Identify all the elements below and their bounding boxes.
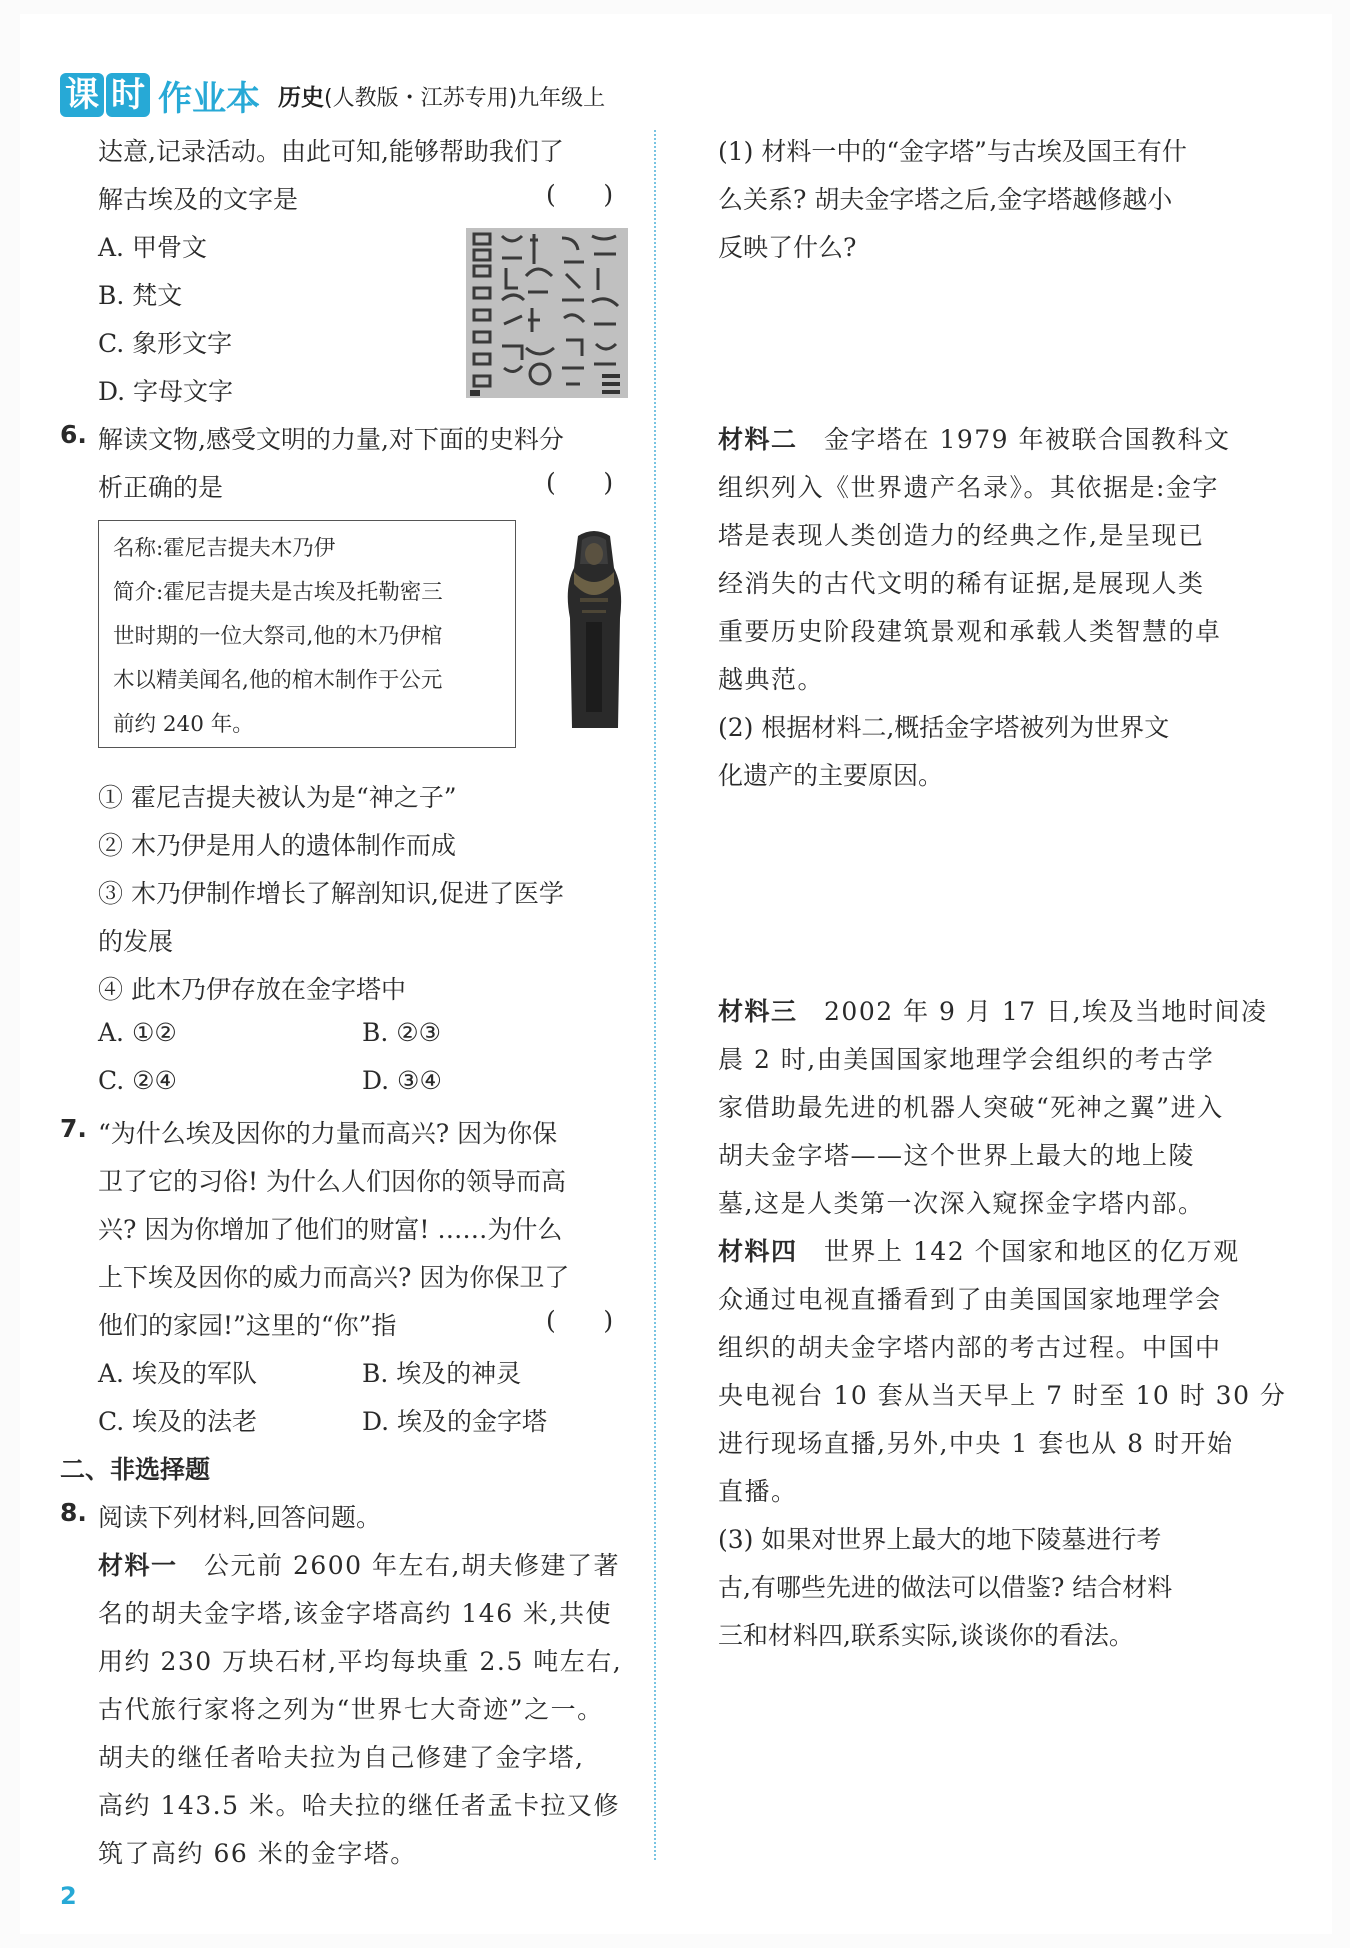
q6-option-a[interactable]: A. ①② (98, 1018, 177, 1047)
q8-sub2-line-2: 化遗产的主要原因。 (718, 761, 944, 790)
info-box-line-5: 前约 240 年。 (113, 712, 254, 737)
book-subtitle (278, 79, 605, 112)
q7-text-line-1: “为什么埃及因你的力量而高兴? 因为你保 (98, 1119, 558, 1148)
q8-sub1-line-3: 反映了什么? (718, 233, 857, 262)
q8-sub1-line-1: (1) 材料一中的“金字塔”与古埃及国王有什 (718, 137, 1187, 166)
material-4-line-2: 众通过电视直播看到了由美国国家地理学会 (718, 1285, 1222, 1314)
info-box-line-1: 名称:霍尼吉提夫木乃伊 (113, 536, 336, 561)
material-2-line-4: 经消失的古代文明的稀有证据,是展现人类 (718, 569, 1205, 598)
material-4-line-4: 央电视台 10 套从当天早上 7 时至 10 时 30 分 (718, 1381, 1287, 1410)
page-number: 2 (60, 1882, 77, 1910)
material-1-line-4: 古代旅行家将之列为“世界七大奇迹”之一。 (98, 1695, 604, 1724)
material-4-label: 材料四 (718, 1237, 798, 1266)
q6-text-line-1: 解读文物,感受文明的力量,对下面的史料分 (98, 425, 564, 454)
q5-option-b[interactable]: B. 梵文 (98, 281, 183, 310)
q5-option-c[interactable]: C. 象形文字 (98, 329, 233, 358)
material-1-line-1: 材料一 公元前 2600 年左右,胡夫修建了著 (98, 1551, 620, 1580)
q8-sub1-line-2: 么关系? 胡夫金字塔之后,金字塔越修越小 (718, 185, 1173, 214)
q8-sub3-line-1: (3) 如果对世界上最大的地下陵墓进行考 (718, 1525, 1162, 1554)
header (60, 70, 605, 120)
material-1-line-6: 高约 143.5 米。哈夫拉的继任者孟卡拉又修 (98, 1791, 620, 1820)
material-3-line-1: 材料三 2002 年 9 月 17 日,埃及当地时间凌 (718, 997, 1268, 1026)
q6-statement-1: ① 霍尼吉提夫被认为是“神之子” (98, 783, 457, 812)
material-1-line-5: 胡夫的继任者哈夫拉为自己修建了金字塔, (98, 1743, 585, 1772)
q8-sub3-line-2: 古,有哪些先进的做法可以借鉴? 结合材料 (718, 1573, 1173, 1602)
q7-text-line-4: 上下埃及因你的威力而高兴? 因为你保卫了 (98, 1263, 570, 1292)
q7-option-a[interactable]: A. 埃及的军队 (98, 1359, 257, 1388)
q6-statement-3-cont: 的发展 (98, 927, 174, 956)
material-3-label: 材料三 (718, 997, 798, 1026)
q5-text-line-2: 解古埃及的文字是 (98, 185, 299, 214)
material-2-label: 材料二 (718, 425, 798, 454)
q6-number: 6. (60, 420, 87, 449)
q7-number: 7. (60, 1114, 87, 1143)
material-3-line-4: 胡夫金字塔——这个世界上最大的地上陵 (718, 1141, 1196, 1170)
subject: 历史 (278, 84, 324, 111)
info-box-line-3: 世时期的一位大祭司,他的木乃伊棺 (113, 624, 443, 649)
hieroglyph-photo-icon (466, 228, 628, 398)
q6-answer-blank[interactable]: ( ) (546, 468, 614, 497)
material-2-line-3: 塔是表现人类创造力的经典之作,是呈现已 (718, 521, 1205, 550)
q7-option-d[interactable]: D. 埃及的金字塔 (362, 1407, 548, 1436)
logo-char-2: 时 (106, 73, 150, 117)
q5-option-d[interactable]: D. 字母文字 (98, 377, 234, 406)
q5-answer-blank[interactable]: ( ) (546, 180, 614, 209)
material-4-line-5: 进行现场直播,另外,中央 1 套也从 8 时开始 (718, 1429, 1234, 1458)
material-2-line-2: 组织列入《世界遗产名录》。其依据是:金字 (718, 473, 1219, 502)
q8-number: 8. (60, 1498, 87, 1527)
q7-text-line-2: 卫了它的习俗! 为什么人们因你的领导而高 (98, 1167, 566, 1196)
logo-text: 作业本 (158, 78, 260, 119)
mummy-info-box (98, 520, 516, 748)
q7-option-c[interactable]: C. 埃及的法老 (98, 1407, 258, 1436)
q5-text-line-1: 达意,记录活动。由此可知,能够帮助我们了 (98, 137, 564, 166)
material-3-line-3: 家借助最先进的机器人突破“死神之翼”进入 (718, 1093, 1224, 1122)
section-heading-non-choice: 二、非选择题 (60, 1455, 211, 1484)
material-4-line-3: 组织的胡夫金字塔内部的考古过程。中国中 (718, 1333, 1222, 1362)
logo-char-1: 课 (60, 73, 104, 117)
edition: (人教版・江苏专用)九年级上 (324, 85, 606, 111)
material-2-line-6: 越典范。 (718, 665, 825, 694)
info-box-line-2: 简介:霍尼吉提夫是古埃及托勒密三 (113, 580, 443, 605)
q6-statement-4: ④ 此木乃伊存放在金字塔中 (98, 975, 406, 1004)
material-3-line-2: 晨 2 时,由美国国家地理学会组织的考古学 (718, 1045, 1215, 1074)
q6-option-b[interactable]: B. ②③ (362, 1018, 442, 1047)
material-1-label: 材料一 (98, 1551, 178, 1580)
q7-answer-blank[interactable]: ( ) (546, 1306, 614, 1335)
q6-option-d[interactable]: D. ③④ (362, 1066, 442, 1095)
material-1-line-7: 筑了高约 66 米的金字塔。 (98, 1839, 417, 1868)
brand-logo (60, 73, 152, 117)
q8-sub3-line-3: 三和材料四,联系实际,谈谈你的看法。 (718, 1621, 1134, 1650)
mummy-coffin-photo-icon (560, 528, 628, 733)
q5-option-a[interactable]: A. 甲骨文 (98, 233, 207, 262)
material-2-line-1: 材料二 金字塔在 1979 年被联合国教科文 (718, 425, 1231, 454)
q7-text-line-5: 他们的家园!”这里的“你”指 (98, 1311, 397, 1340)
q7-text-line-3: 兴? 因为你增加了他们的财富! ……为什么 (98, 1215, 563, 1244)
material-3-line-5: 墓,这是人类第一次深入窥探金字塔内部。 (718, 1189, 1205, 1218)
q6-statement-2: ② 木乃伊是用人的遗体制作而成 (98, 831, 456, 860)
q6-option-c[interactable]: C. ②④ (98, 1066, 177, 1095)
info-box-line-4: 木以精美闻名,他的棺木制作于公元 (113, 668, 443, 693)
q7-option-b[interactable]: B. 埃及的神灵 (362, 1359, 522, 1388)
material-4-line-1: 材料四 世界上 142 个国家和地区的亿万观 (718, 1237, 1240, 1266)
material-1-line-2: 名的胡夫金字塔,该金字塔高约 146 米,共使 (98, 1599, 613, 1628)
q6-text-line-2: 析正确的是 (98, 473, 224, 502)
column-divider (654, 130, 656, 1860)
material-2-line-5: 重要历史阶段建筑景观和承载人类智慧的卓 (718, 617, 1222, 646)
q8-sub2-line-1: (2) 根据材料二,概括金字塔被列为世界文 (718, 713, 1170, 742)
q6-statement-3: ③ 木乃伊制作增长了解剖知识,促进了医学 (98, 879, 564, 908)
material-4-line-6: 直播。 (718, 1477, 798, 1506)
material-1-line-3: 用约 230 万块石材,平均每块重 2.5 吨左右, (98, 1647, 623, 1676)
q8-intro: 阅读下列材料,回答问题。 (98, 1503, 381, 1532)
